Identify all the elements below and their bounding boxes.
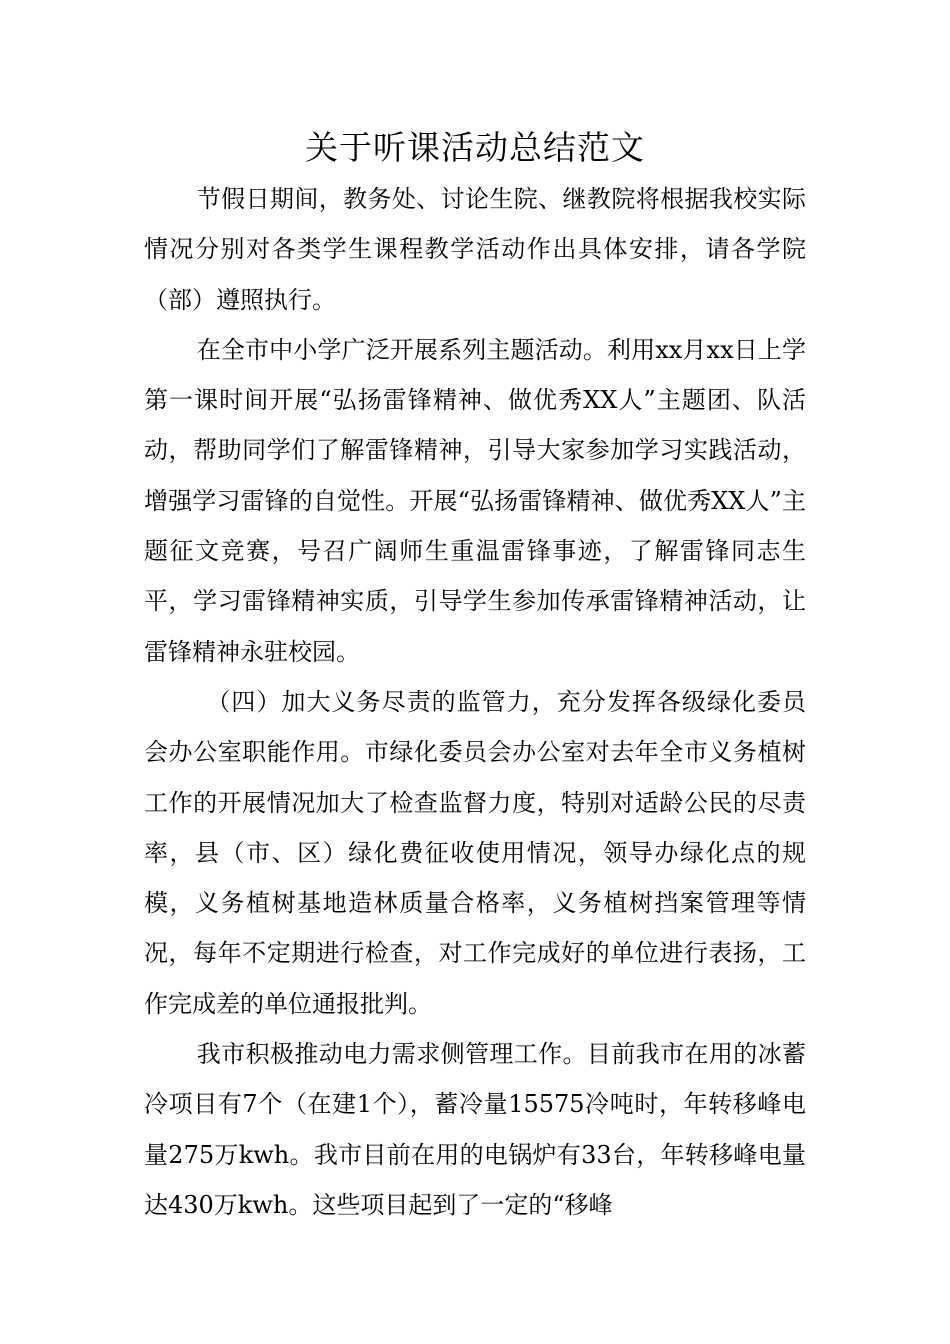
document-title: 关于听课活动总结范文 bbox=[305, 128, 645, 167]
paragraph-3: （四）加大义务尽责的监管力，充分发挥各级绿化委员会办公室职能作用。市绿化委员会办公室对去年全市义务植树工作的开展情况加大了检查监督力度，特别对适龄公民的尽责率，县（市、区）绿化费征收使用情况，领导办绿化点的规模，义务植树基地造林质量合格率，义务植树挡案管理等情况，每年不定期进行检查，对工作完成好的单位进行表扬，工作完成差的单位通报批判。 bbox=[144, 687, 806, 1018]
paragraph-1: 节假日期间，教务处、讨论生院、继教院将根据我校实际情况分别对各类学生课程教学活动作出具体安排，请各学院（部）遵照执行。 bbox=[144, 185, 806, 314]
document-body bbox=[144, 174, 806, 1230]
paragraph-2: 在全市中小学广泛开展系列主题活动。利用xx月xx日上学第一课时间开展“弘扬雷锋精神、做优秀XX人”主题团、队活动，帮助同学们了解雷锋精神，引导大家参加学习实践活动，增强学习雷锋的自觉性。开展“弘扬雷锋精神、做优秀XX人”主题征文竞赛，号召广阔师生重温雷锋事迹，了解雷锋同志生平，学习雷锋精神实质，引导学生参加传承雷锋精神活动，让雷锋精神永驻校园。 bbox=[144, 335, 806, 666]
paragraph-4: 我市积极推动电力需求侧管理工作。目前我市在用的冰蓄冷项目有7个（在建1个），蓄冷量15575冷吨时，年转移峰电量275万kwh。我市目前在用的电锅炉有33台，年转移峰电量达430万kwh。这些项目起到了一定的“移峰 bbox=[144, 1040, 806, 1219]
